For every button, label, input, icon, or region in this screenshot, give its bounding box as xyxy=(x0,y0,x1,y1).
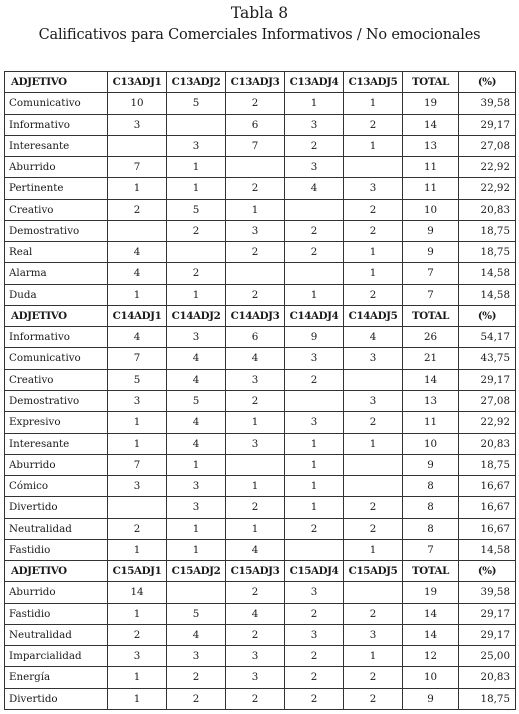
count-cell xyxy=(167,242,226,263)
adjective-cell: Neutralidad xyxy=(5,518,108,539)
count-cell: 1 xyxy=(285,454,344,475)
count-cell: 1 xyxy=(285,433,344,454)
column-header: C14ADJ1 xyxy=(108,305,167,326)
count-cell: 3 xyxy=(285,412,344,433)
count-cell: 2 xyxy=(344,412,403,433)
count-cell: 3 xyxy=(344,390,403,411)
count-cell: 2 xyxy=(226,497,285,518)
table-row xyxy=(5,688,516,709)
total-cell: 21 xyxy=(403,348,459,369)
column-header: (%) xyxy=(459,72,516,93)
table-row xyxy=(5,327,516,348)
count-cell: 5 xyxy=(167,93,226,114)
percent-cell: 27,08 xyxy=(459,135,516,156)
column-header: ADJETIVO xyxy=(5,561,108,582)
table-body xyxy=(5,72,516,710)
count-cell: 2 xyxy=(285,220,344,241)
total-cell: 14 xyxy=(403,369,459,390)
count-cell: 1 xyxy=(285,497,344,518)
count-cell: 3 xyxy=(226,667,285,688)
adjective-cell: Demostrativo xyxy=(5,390,108,411)
adjective-cell: Energía xyxy=(5,667,108,688)
table-row xyxy=(5,220,516,241)
column-header: C15ADJ2 xyxy=(167,561,226,582)
count-cell: 2 xyxy=(108,624,167,645)
column-header: TOTAL xyxy=(403,305,459,326)
adjective-cell: Demostrativo xyxy=(5,220,108,241)
total-cell: 14 xyxy=(403,624,459,645)
column-header: C14ADJ4 xyxy=(285,305,344,326)
count-cell: 1 xyxy=(344,433,403,454)
count-cell: 2 xyxy=(285,369,344,390)
percent-cell: 22,92 xyxy=(459,178,516,199)
total-cell: 14 xyxy=(403,114,459,135)
table-row xyxy=(5,135,516,156)
count-cell: 2 xyxy=(344,114,403,135)
adjective-cell: Cómico xyxy=(5,476,108,497)
adjective-cell: Aburrido xyxy=(5,454,108,475)
count-cell: 3 xyxy=(285,348,344,369)
percent-cell: 54,17 xyxy=(459,327,516,348)
count-cell xyxy=(108,135,167,156)
adjective-cell: Expresivo xyxy=(5,412,108,433)
count-cell xyxy=(226,263,285,284)
count-cell: 4 xyxy=(167,624,226,645)
percent-cell: 43,75 xyxy=(459,348,516,369)
total-cell: 10 xyxy=(403,667,459,688)
adjective-cell: Imparcialidad xyxy=(5,646,108,667)
adjective-cell: Creativo xyxy=(5,199,108,220)
count-cell: 1 xyxy=(167,454,226,475)
percent-cell: 29,17 xyxy=(459,603,516,624)
percent-cell: 18,75 xyxy=(459,242,516,263)
column-header: TOTAL xyxy=(403,72,459,93)
total-cell: 9 xyxy=(403,242,459,263)
adjective-cell: Pertinente xyxy=(5,178,108,199)
count-cell: 1 xyxy=(344,93,403,114)
count-cell: 1 xyxy=(108,284,167,305)
count-cell: 1 xyxy=(167,518,226,539)
table-row xyxy=(5,369,516,390)
count-cell: 1 xyxy=(108,688,167,709)
table-row xyxy=(5,412,516,433)
count-cell: 6 xyxy=(226,114,285,135)
adjective-cell: Divertido xyxy=(5,688,108,709)
count-cell: 3 xyxy=(108,114,167,135)
percent-cell: 20,83 xyxy=(459,199,516,220)
count-cell: 3 xyxy=(108,390,167,411)
total-cell: 7 xyxy=(403,284,459,305)
column-header: C13ADJ1 xyxy=(108,72,167,93)
count-cell: 3 xyxy=(167,135,226,156)
table-row xyxy=(5,497,516,518)
count-cell: 1 xyxy=(108,539,167,560)
total-cell: 19 xyxy=(403,582,459,603)
count-cell: 1 xyxy=(226,476,285,497)
percent-cell: 16,67 xyxy=(459,497,516,518)
count-cell: 4 xyxy=(167,369,226,390)
count-cell: 2 xyxy=(344,284,403,305)
total-cell: 11 xyxy=(403,412,459,433)
count-cell: 3 xyxy=(167,646,226,667)
count-cell: 2 xyxy=(226,390,285,411)
total-cell: 10 xyxy=(403,199,459,220)
count-cell xyxy=(108,220,167,241)
count-cell: 1 xyxy=(344,135,403,156)
adjective-cell: Comunicativo xyxy=(5,93,108,114)
count-cell: 2 xyxy=(167,667,226,688)
count-cell xyxy=(285,199,344,220)
table-subtitle: Calificativos para Comerciales Informativos / No emocionales xyxy=(38,27,481,43)
count-cell: 2 xyxy=(344,688,403,709)
table-row xyxy=(5,93,516,114)
count-cell: 5 xyxy=(167,390,226,411)
count-cell xyxy=(344,157,403,178)
count-cell: 4 xyxy=(226,603,285,624)
total-cell: 26 xyxy=(403,327,459,348)
column-header: TOTAL xyxy=(403,561,459,582)
count-cell: 5 xyxy=(108,369,167,390)
adjective-cell: Interesante xyxy=(5,433,108,454)
column-header: (%) xyxy=(459,561,516,582)
percent-cell: 27,08 xyxy=(459,390,516,411)
column-header: C15ADJ1 xyxy=(108,561,167,582)
table-row xyxy=(5,199,516,220)
percent-cell: 16,67 xyxy=(459,476,516,497)
count-cell: 2 xyxy=(285,135,344,156)
adjective-cell: Comunicativo xyxy=(5,348,108,369)
table-row xyxy=(5,284,516,305)
count-cell: 2 xyxy=(344,667,403,688)
count-cell: 2 xyxy=(344,603,403,624)
count-cell: 3 xyxy=(285,157,344,178)
table-row xyxy=(5,667,516,688)
percent-cell: 20,83 xyxy=(459,433,516,454)
total-cell: 9 xyxy=(403,454,459,475)
count-cell: 2 xyxy=(344,199,403,220)
count-cell: 1 xyxy=(108,667,167,688)
count-cell: 6 xyxy=(226,327,285,348)
count-cell xyxy=(285,390,344,411)
count-cell: 1 xyxy=(226,199,285,220)
count-cell: 3 xyxy=(226,220,285,241)
percent-cell: 29,17 xyxy=(459,114,516,135)
percent-cell: 14,58 xyxy=(459,263,516,284)
table-row xyxy=(5,348,516,369)
table-row xyxy=(5,603,516,624)
count-cell: 2 xyxy=(108,518,167,539)
table-row xyxy=(5,242,516,263)
total-cell: 8 xyxy=(403,518,459,539)
percent-cell: 16,67 xyxy=(459,518,516,539)
count-cell: 4 xyxy=(167,348,226,369)
count-cell: 1 xyxy=(285,476,344,497)
count-cell: 3 xyxy=(226,433,285,454)
column-header: (%) xyxy=(459,305,516,326)
count-cell: 1 xyxy=(285,93,344,114)
count-cell: 2 xyxy=(285,688,344,709)
table-row xyxy=(5,263,516,284)
percent-cell: 18,75 xyxy=(459,220,516,241)
column-header: C13ADJ4 xyxy=(285,72,344,93)
count-cell: 1 xyxy=(344,539,403,560)
adjective-cell: Fastidio xyxy=(5,603,108,624)
count-cell: 1 xyxy=(108,412,167,433)
section-header-row xyxy=(5,72,516,93)
count-cell: 3 xyxy=(285,624,344,645)
column-header: C14ADJ2 xyxy=(167,305,226,326)
count-cell: 2 xyxy=(285,646,344,667)
table-row xyxy=(5,518,516,539)
count-cell: 4 xyxy=(167,412,226,433)
column-header: ADJETIVO xyxy=(5,72,108,93)
count-cell: 3 xyxy=(108,476,167,497)
count-cell: 2 xyxy=(167,263,226,284)
count-cell: 2 xyxy=(285,242,344,263)
count-cell: 7 xyxy=(226,135,285,156)
table-row xyxy=(5,454,516,475)
count-cell: 2 xyxy=(167,220,226,241)
total-cell: 10 xyxy=(403,433,459,454)
total-cell: 9 xyxy=(403,220,459,241)
count-cell: 2 xyxy=(226,93,285,114)
column-header: C15ADJ5 xyxy=(344,561,403,582)
count-cell: 2 xyxy=(226,624,285,645)
percent-cell: 14,58 xyxy=(459,284,516,305)
adjective-cell: Divertido xyxy=(5,497,108,518)
count-cell: 1 xyxy=(108,433,167,454)
count-cell: 1 xyxy=(226,412,285,433)
count-cell: 4 xyxy=(344,327,403,348)
total-cell: 8 xyxy=(403,497,459,518)
section-header-row xyxy=(5,305,516,326)
column-header: C13ADJ2 xyxy=(167,72,226,93)
percent-cell: 18,75 xyxy=(459,688,516,709)
total-cell: 13 xyxy=(403,390,459,411)
column-header: C14ADJ3 xyxy=(226,305,285,326)
table-row xyxy=(5,646,516,667)
count-cell: 10 xyxy=(108,93,167,114)
count-cell: 4 xyxy=(226,539,285,560)
adjective-cell: Aburrido xyxy=(5,157,108,178)
total-cell: 7 xyxy=(403,263,459,284)
total-cell: 19 xyxy=(403,93,459,114)
column-header: C13ADJ5 xyxy=(344,72,403,93)
count-cell: 2 xyxy=(108,199,167,220)
table-title: Tabla 8 xyxy=(230,4,289,22)
count-cell: 7 xyxy=(108,157,167,178)
percent-cell: 25,00 xyxy=(459,646,516,667)
count-cell: 1 xyxy=(167,178,226,199)
table-row xyxy=(5,624,516,645)
total-cell: 13 xyxy=(403,135,459,156)
count-cell: 1 xyxy=(226,518,285,539)
column-header: ADJETIVO xyxy=(5,305,108,326)
count-cell: 2 xyxy=(167,688,226,709)
total-cell: 14 xyxy=(403,603,459,624)
count-cell: 3 xyxy=(285,582,344,603)
adjectives-table xyxy=(4,71,516,710)
count-cell: 3 xyxy=(344,348,403,369)
table-row xyxy=(5,582,516,603)
count-cell: 3 xyxy=(108,646,167,667)
count-cell: 1 xyxy=(108,178,167,199)
count-cell xyxy=(226,454,285,475)
column-header: C13ADJ3 xyxy=(226,72,285,93)
table-row xyxy=(5,539,516,560)
adjective-cell: Informativo xyxy=(5,327,108,348)
table-row xyxy=(5,390,516,411)
total-cell: 8 xyxy=(403,476,459,497)
count-cell: 4 xyxy=(285,178,344,199)
percent-cell: 29,17 xyxy=(459,369,516,390)
count-cell: 2 xyxy=(226,284,285,305)
percent-cell: 29,17 xyxy=(459,624,516,645)
count-cell: 2 xyxy=(285,518,344,539)
count-cell: 1 xyxy=(285,284,344,305)
page-edge-mark: · xyxy=(507,708,509,714)
count-cell: 3 xyxy=(226,646,285,667)
total-cell: 7 xyxy=(403,539,459,560)
adjective-cell: Fastidio xyxy=(5,539,108,560)
table-row xyxy=(5,114,516,135)
count-cell: 1 xyxy=(344,242,403,263)
count-cell: 2 xyxy=(226,178,285,199)
count-cell: 3 xyxy=(285,114,344,135)
count-cell: 1 xyxy=(167,284,226,305)
adjective-cell: Neutralidad xyxy=(5,624,108,645)
count-cell: 3 xyxy=(344,624,403,645)
count-cell: 3 xyxy=(167,476,226,497)
percent-cell: 22,92 xyxy=(459,157,516,178)
count-cell: 2 xyxy=(344,220,403,241)
count-cell xyxy=(167,582,226,603)
count-cell: 4 xyxy=(108,263,167,284)
total-cell: 9 xyxy=(403,688,459,709)
count-cell: 3 xyxy=(167,497,226,518)
count-cell: 1 xyxy=(344,263,403,284)
count-cell: 9 xyxy=(285,327,344,348)
percent-cell: 14,58 xyxy=(459,539,516,560)
table-row xyxy=(5,157,516,178)
count-cell: 4 xyxy=(108,327,167,348)
adjective-cell: Interesante xyxy=(5,135,108,156)
count-cell: 2 xyxy=(226,582,285,603)
percent-cell: 20,83 xyxy=(459,667,516,688)
count-cell xyxy=(344,476,403,497)
percent-cell: 22,92 xyxy=(459,412,516,433)
count-cell: 7 xyxy=(108,348,167,369)
count-cell: 3 xyxy=(167,327,226,348)
percent-cell: 18,75 xyxy=(459,454,516,475)
column-header: C15ADJ4 xyxy=(285,561,344,582)
count-cell: 2 xyxy=(226,688,285,709)
count-cell xyxy=(285,539,344,560)
count-cell: 2 xyxy=(344,497,403,518)
adjective-cell: Informativo xyxy=(5,114,108,135)
count-cell xyxy=(344,369,403,390)
adjective-cell: Aburrido xyxy=(5,582,108,603)
percent-cell: 39,58 xyxy=(459,582,516,603)
count-cell: 2 xyxy=(285,603,344,624)
count-cell xyxy=(108,497,167,518)
percent-cell: 39,58 xyxy=(459,93,516,114)
count-cell: 1 xyxy=(167,539,226,560)
total-cell: 11 xyxy=(403,157,459,178)
count-cell: 2 xyxy=(285,667,344,688)
count-cell: 3 xyxy=(344,178,403,199)
count-cell: 2 xyxy=(344,518,403,539)
total-cell: 12 xyxy=(403,646,459,667)
adjective-cell: Duda xyxy=(5,284,108,305)
count-cell: 1 xyxy=(167,157,226,178)
count-cell: 1 xyxy=(108,603,167,624)
count-cell: 5 xyxy=(167,603,226,624)
count-cell: 3 xyxy=(226,369,285,390)
count-cell: 7 xyxy=(108,454,167,475)
count-cell: 1 xyxy=(344,646,403,667)
count-cell: 4 xyxy=(167,433,226,454)
table-row xyxy=(5,476,516,497)
count-cell xyxy=(285,263,344,284)
count-cell xyxy=(344,454,403,475)
count-cell: 14 xyxy=(108,582,167,603)
adjective-cell: Creativo xyxy=(5,369,108,390)
count-cell xyxy=(167,114,226,135)
table-row xyxy=(5,178,516,199)
count-cell: 4 xyxy=(226,348,285,369)
count-cell: 4 xyxy=(108,242,167,263)
column-header: C14ADJ5 xyxy=(344,305,403,326)
table-row xyxy=(5,433,516,454)
column-header: C15ADJ3 xyxy=(226,561,285,582)
total-cell: 11 xyxy=(403,178,459,199)
adjective-cell: Alarma xyxy=(5,263,108,284)
count-cell: 2 xyxy=(226,242,285,263)
count-cell xyxy=(344,582,403,603)
count-cell: 5 xyxy=(167,199,226,220)
section-header-row xyxy=(5,561,516,582)
adjective-cell: Real xyxy=(5,242,108,263)
count-cell xyxy=(226,157,285,178)
